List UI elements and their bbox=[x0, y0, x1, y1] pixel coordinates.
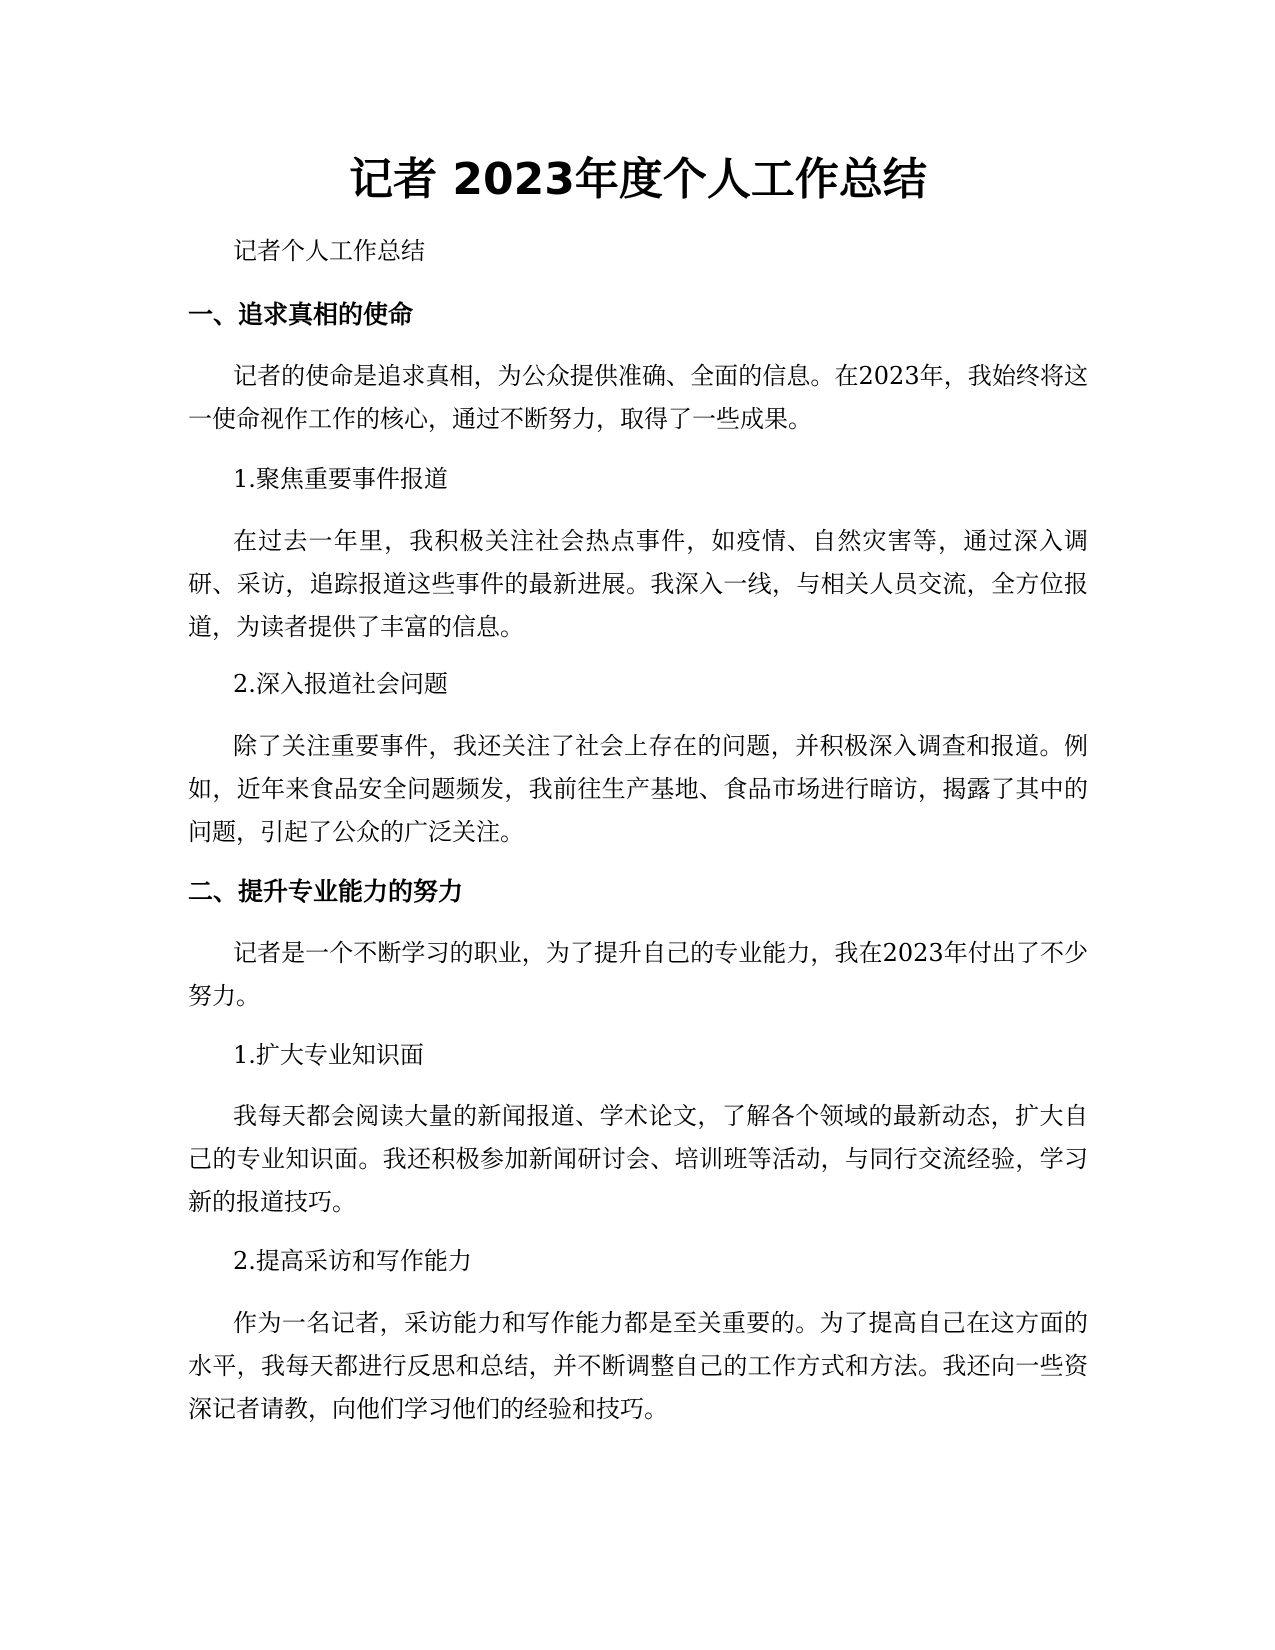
section-2-item-2-text: 作为一名记者，采访能力和写作能力都是至关重要的。为了提高自己在这方面的水平，我每天都进行反思和总结，并不断调整自己的工作方式和方法。我还向一些资深记者请教，向他们学习他们的经验和技巧。 bbox=[188, 1309, 1088, 1423]
section-2-item-1-text: 我每天都会阅读大量的新闻报道、学术论文，了解各个领域的最新动态，扩大自己的专业知识面。我还积极参加新闻研讨会、培训班等活动，与同行交流经验，学习新的报道技巧。 bbox=[188, 1102, 1088, 1216]
document-title: 记者 2023年度个人工作总结 bbox=[349, 154, 927, 205]
section-2-item-2-title: 2.提高采访和写作能力 bbox=[233, 1247, 472, 1275]
section-2-intro: 记者是一个不断学习的职业，为了提升自己的专业能力，我在2023年付出了不少努力。 bbox=[188, 939, 1088, 1010]
section-1-item-2-text: 除了关注重要事件，我还关注了社会上存在的问题，并积极深入调查和报道。例如，近年来食品安全问题频发，我前往生产基地、食品市场进行暗访，揭露了其中的问题，引起了公众的广泛关注。 bbox=[188, 732, 1088, 846]
section-1-item-2-title: 2.深入报道社会问题 bbox=[233, 670, 448, 698]
section-2-heading: 二、提升专业能力的努力 bbox=[188, 877, 464, 906]
section-1-item-1-title: 1.聚焦重要事件报道 bbox=[233, 465, 448, 493]
section-1-intro: 记者的使命是追求真相，为公众提供准确、全面的信息。在2023年，我始终将这一使命视作工作的核心，通过不断努力，取得了一些成果。 bbox=[188, 362, 1088, 433]
section-1-heading: 一、追求真相的使命 bbox=[188, 300, 414, 329]
section-2-item-1-title: 1.扩大专业知识面 bbox=[233, 1041, 424, 1069]
section-1-item-1-text: 在过去一年里，我积极关注社会热点事件，如疫情、自然灾害等，通过深入调研、采访，追踪报道这些事件的最新进展。我深入一线，与相关人员交流，全方位报道，为读者提供了丰富的信息。 bbox=[188, 527, 1088, 641]
document-subtitle: 记者个人工作总结 bbox=[233, 237, 425, 265]
document-page bbox=[188, 0, 1088, 1650]
